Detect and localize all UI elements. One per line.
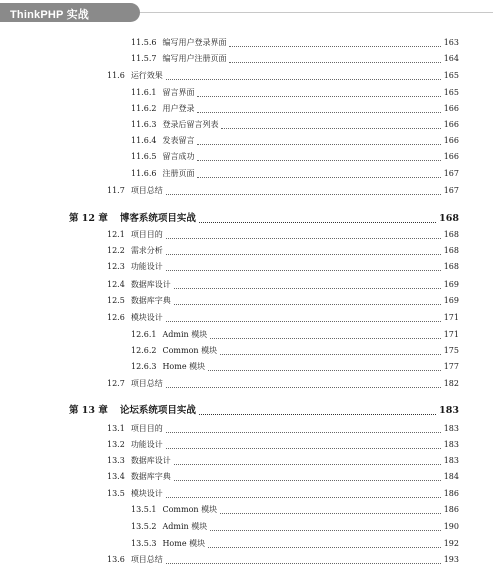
toc-number: 12.2	[107, 246, 125, 255]
toc-number: 13.5.3	[131, 539, 157, 548]
toc-entry-row	[107, 422, 459, 436]
toc-entry-row	[131, 360, 459, 374]
toc-entry-row	[131, 52, 459, 66]
toc-number: 12.3	[107, 262, 125, 271]
toc-number: 13.4	[107, 472, 125, 481]
toc-page-number: 183	[439, 405, 459, 416]
toc-number: 11.6	[107, 71, 125, 80]
toc-entry-row	[107, 260, 459, 274]
toc-number: 第 13 章	[69, 405, 108, 416]
toc-leader-dots	[208, 547, 441, 548]
toc-page-number: 165	[443, 88, 459, 97]
toc-page-number: 168	[443, 230, 459, 239]
toc-number: 11.6.4	[131, 136, 157, 145]
toc-entry-row	[131, 36, 459, 50]
toc-page-number: 186	[443, 489, 459, 498]
toc-page-number: 186	[443, 505, 459, 514]
toc-title: 功能设计	[130, 440, 163, 449]
toc-entry-row	[131, 102, 459, 116]
toc-page-number: 167	[443, 186, 459, 195]
toc-title: Home 模块	[162, 539, 206, 548]
toc-number: 11.6.3	[131, 120, 157, 129]
toc-page-number: 183	[443, 456, 459, 465]
toc-entry-row	[107, 377, 459, 391]
toc-number: 11.6.2	[131, 104, 157, 113]
toc-entry-row	[107, 487, 459, 501]
toc-title: 数据库设计	[130, 456, 171, 465]
toc-leader-dots	[166, 387, 441, 388]
toc-leader-dots	[229, 46, 440, 47]
toc-leader-dots	[166, 432, 441, 433]
toc-page-number: 193	[443, 555, 459, 564]
toc-title: Admin 模块	[162, 330, 208, 339]
toc-title: 论坛系统项目实战	[119, 405, 196, 416]
toc-entry-row	[107, 278, 459, 292]
toc-page-number: 184	[443, 472, 459, 481]
toc-title: 注册页面	[162, 169, 195, 178]
toc-leader-dots	[210, 530, 441, 531]
toc-entry-row	[107, 69, 459, 83]
toc-leader-dots	[229, 62, 440, 63]
toc-number: 11.6.1	[131, 88, 157, 97]
toc-number: 12.1	[107, 230, 125, 239]
toc-entry-row	[131, 167, 459, 181]
toc-entry-row	[131, 134, 459, 148]
toc-title: 留言界面	[162, 88, 195, 97]
toc-leader-dots	[174, 288, 441, 289]
toc-page-number: 171	[443, 313, 459, 322]
toc-title: 编写用户注册页面	[162, 54, 227, 63]
toc-leader-dots	[174, 480, 441, 481]
toc-leader-dots	[199, 222, 436, 223]
toc-entry-row	[107, 470, 459, 484]
toc-number: 12.4	[107, 280, 125, 289]
toc-title: 项目总结	[130, 186, 163, 195]
toc-title: 项目目的	[130, 424, 163, 433]
toc-entry-row	[107, 311, 459, 325]
toc-title: 项目目的	[130, 230, 163, 239]
toc-leader-dots	[166, 270, 441, 271]
toc-page-number: 182	[443, 379, 459, 388]
toc-title: 博客系统项目实战	[119, 213, 196, 224]
toc-page-number: 168	[443, 262, 459, 271]
toc-number: 12.7	[107, 379, 125, 388]
toc-entry-row	[131, 520, 459, 534]
toc-title: 编写用户登录界面	[162, 38, 227, 47]
toc-number: 13.2	[107, 440, 125, 449]
toc-leader-dots	[197, 160, 440, 161]
toc-page-number: 166	[443, 104, 459, 113]
toc-title: 项目总结	[130, 379, 163, 388]
toc-title: 数据库设计	[130, 280, 171, 289]
toc-title: 登录后留言列表	[162, 120, 219, 129]
toc-leader-dots	[166, 79, 441, 80]
toc-entry-row	[107, 294, 459, 308]
toc-page-number: 165	[443, 71, 459, 80]
toc-number: 13.5.2	[131, 522, 157, 531]
toc-title: Home 模块	[162, 362, 206, 371]
toc-page-number: 192	[443, 539, 459, 548]
toc-title: 功能设计	[130, 262, 163, 271]
toc-entry-row	[131, 118, 459, 132]
toc-title: 需求分析	[130, 246, 163, 255]
toc-page-number: 171	[443, 330, 459, 339]
toc-title: 项目总结	[130, 555, 163, 564]
toc-page-number: 190	[443, 522, 459, 531]
toc-page-number: 166	[443, 152, 459, 161]
toc-entry-row	[131, 86, 459, 100]
toc-number: 12.6.2	[131, 346, 157, 355]
toc-leader-dots	[166, 321, 441, 322]
toc-number: 13.5	[107, 489, 125, 498]
toc-page-number: 169	[443, 280, 459, 289]
toc-chapter-row	[69, 404, 459, 418]
toc-number: 12.6	[107, 313, 125, 322]
toc-number: 13.3	[107, 456, 125, 465]
toc-page-number: 183	[443, 424, 459, 433]
toc-page-number: 183	[443, 440, 459, 449]
toc-number: 13.5.1	[131, 505, 157, 514]
toc-number: 11.5.7	[131, 54, 157, 63]
toc-leader-dots	[174, 464, 441, 465]
toc-page-number: 167	[443, 169, 459, 178]
toc-leader-dots	[166, 497, 441, 498]
toc-number: 13.1	[107, 424, 125, 433]
toc-leader-dots	[166, 238, 441, 239]
toc-number: 12.6.1	[131, 330, 157, 339]
toc-title: 数据库字典	[130, 472, 171, 481]
toc-page-number: 163	[443, 38, 459, 47]
toc-entry-row	[131, 537, 459, 551]
toc-leader-dots	[197, 177, 440, 178]
toc-number: 第 12 章	[69, 213, 108, 224]
toc-leader-dots	[221, 128, 440, 129]
toc-number: 12.5	[107, 296, 125, 305]
toc-title: 发表留言	[162, 136, 195, 145]
toc-leader-dots	[220, 354, 441, 355]
toc-entry-row	[131, 150, 459, 164]
toc-leader-dots	[166, 194, 441, 195]
toc-title: 模块设计	[130, 313, 163, 322]
toc-number: 11.6.5	[131, 152, 157, 161]
toc-number: 13.6	[107, 555, 125, 564]
toc-entry-row	[107, 244, 459, 258]
toc-leader-dots	[197, 96, 440, 97]
book-title: ThinkPHP 实战	[10, 9, 90, 21]
toc-page-number: 169	[443, 296, 459, 305]
toc-leader-dots	[210, 338, 441, 339]
toc-title: Common 模块	[162, 505, 218, 514]
toc-leader-dots	[208, 370, 441, 371]
toc-entry-row	[131, 503, 459, 517]
toc-entry-row	[107, 454, 459, 468]
toc-title: 留言成功	[162, 152, 195, 161]
toc-chapter-row	[69, 212, 459, 226]
toc-page-number: 166	[443, 120, 459, 129]
toc-leader-dots	[166, 448, 441, 449]
toc-page-number: 168	[443, 246, 459, 255]
toc-leader-dots	[197, 112, 440, 113]
toc-leader-dots	[166, 563, 441, 564]
toc-entry-row	[107, 184, 459, 198]
toc-entry-row	[131, 344, 459, 358]
toc-page-number: 177	[443, 362, 459, 371]
toc-number: 11.7	[107, 186, 125, 195]
toc-title: 模块设计	[130, 489, 163, 498]
toc-entry-row	[131, 328, 459, 342]
toc-page-number: 166	[443, 136, 459, 145]
toc-entry-row	[107, 553, 459, 567]
toc-leader-dots	[174, 304, 441, 305]
toc-title: 运行效果	[130, 71, 163, 80]
toc-leader-dots	[199, 414, 436, 415]
toc-leader-dots	[166, 254, 441, 255]
toc-entry-row	[107, 228, 459, 242]
toc-leader-dots	[220, 513, 441, 514]
toc-number: 11.6.6	[131, 169, 157, 178]
toc-page-number: 164	[443, 54, 459, 63]
toc-title: Admin 模块	[162, 522, 208, 531]
toc-title: Common 模块	[162, 346, 218, 355]
toc-leader-dots	[197, 144, 440, 145]
toc-title: 数据库字典	[130, 296, 171, 305]
toc-number: 12.6.3	[131, 362, 157, 371]
toc-page-number: 175	[443, 346, 459, 355]
toc-page-number: 168	[439, 213, 459, 224]
toc-number: 11.5.6	[131, 38, 157, 47]
toc-entry-row	[107, 438, 459, 452]
toc-title: 用户登录	[162, 104, 195, 113]
